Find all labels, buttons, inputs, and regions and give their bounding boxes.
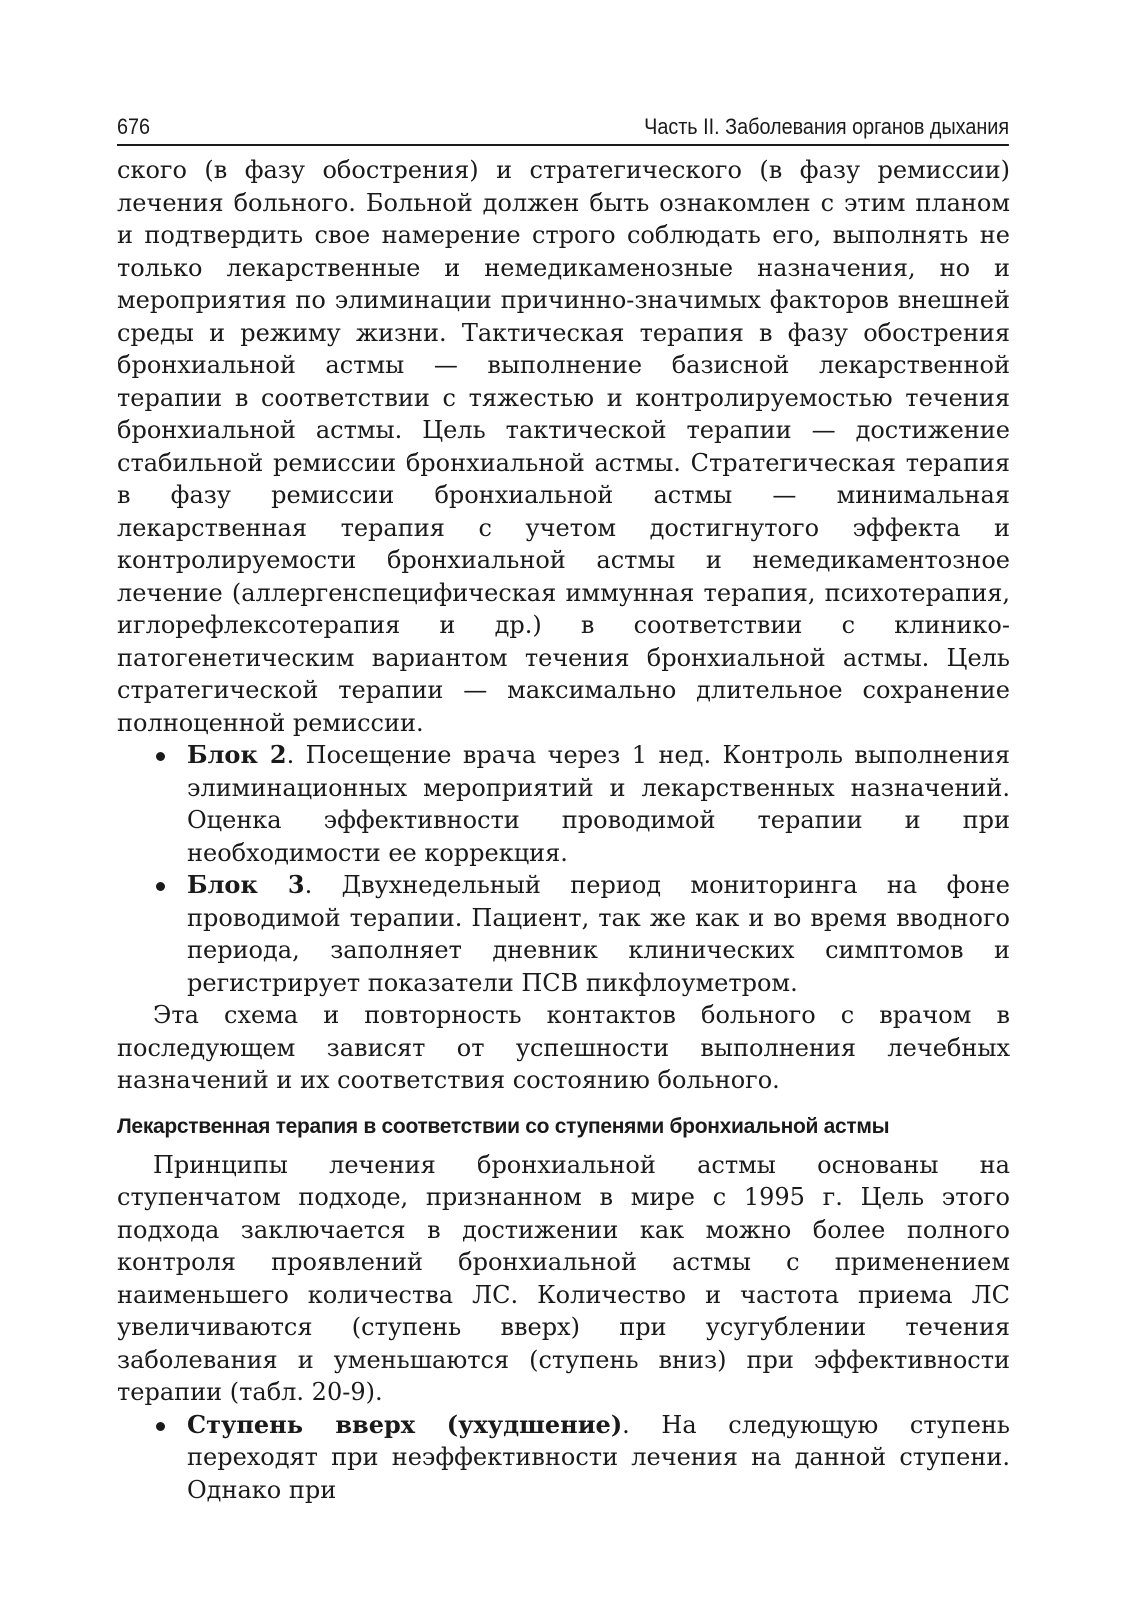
chapter-title: Часть II. Заболевания органов дыхания: [644, 114, 1010, 139]
section-paragraph: Принципы лечения бронхиальной астмы основаны на ступенчатом подходе, признанном в мире с 1995 г. Цель этого подхода заключается в достижении как можно более полного контроля проявлений бронхиальной астмы с применением наименьшего количества ЛС. Количество и частота приема ЛС увеличиваются (ступень вверх) при усугублении течения заболевания и уменьшаются (ступень вниз) при эффективности терапии (табл. 20-9).: [117, 1150, 1010, 1406]
list-item: [187, 869, 1010, 999]
step-text: . На следующую ступень переходят при неэффективности лечения на данной ступени. Однако при: [187, 1410, 1011, 1504]
list-item: Ступень вверх (ухудшение). На следующую ступень переходят при неэффективности лечения на данной ступени. Однако при: [187, 1409, 1010, 1507]
block-list: [117, 739, 1010, 999]
summary-paragraph: Эта схема и повторность контактов больного с врачом в последующем зависят от успешности выполнения лечебных назначений и их соответствия состоянию больного.: [117, 1001, 1010, 1094]
step-label: Ступень вверх: [187, 1409, 416, 1439]
running-header: [117, 108, 1009, 146]
list-item: [187, 739, 1010, 869]
page-content: [117, 154, 1010, 1506]
step-list: [117, 1409, 1010, 1507]
page-number: 676: [117, 114, 151, 139]
block-label: Блок 3: [187, 870, 305, 899]
continuation-paragraph: ского (в фазу обострения) и стратегического (в фазу ремиссии) лечения больного. Больной должен быть ознакомлен с этим планом и подтвердить свое намерение строго соблюдать его, выполнять не только лекарственные и немедикаменозные назначения, но и мероприятия по элиминации причинно-значимых факторов внешней среды и режиму жизни. Тактическая терапия в фазу обострения бронхиальной астмы — выполнение базисной лекарственной терапии в соответствии с тяжестью и контролируемостью течения бронхиальной астмы. Цель тактической терапии — достижение стабильной ремиссии бронхиальной астмы. Стратегическая терапия в фазу ремиссии бронхиальной астмы — минимальная лекарственная терапия с учетом достигнутого эффекта и контролируемости бронхиальной астмы и немедикаментозное лечение (аллергенспецифическая иммунная терапия, психотерапия, иглорефлексотерапия и др.) в соответствии с клинико-патогенетическим вариантом течения бронхиальной астмы. Цель стратегической терапии — максимально длительное сохранение полноценной ремиссии.: [117, 156, 1010, 737]
block-text: . Двухнедельный период мониторинга на фоне проводимой терапии. Пациент, так же как и во время вводного периода, заполняет дневник клинических симптомов и регистрирует показатели ПСВ пикфлоуметром.: [187, 871, 1011, 997]
step-label-paren: ухудшение: [458, 1409, 611, 1439]
document-page: [117, 108, 1010, 1508]
section-heading: Лекарственная терапия в соответствии со ступенями бронхиальной астмы: [117, 1114, 890, 1138]
block-text: . Посещение врача через 1 нед. Контроль выполнения элиминационных мероприятий и лекарственных назначений. Оценка эффективности проводимой терапии и при необходимости ее коррекция.: [187, 741, 1010, 867]
block-label: Блок 2: [187, 740, 287, 769]
